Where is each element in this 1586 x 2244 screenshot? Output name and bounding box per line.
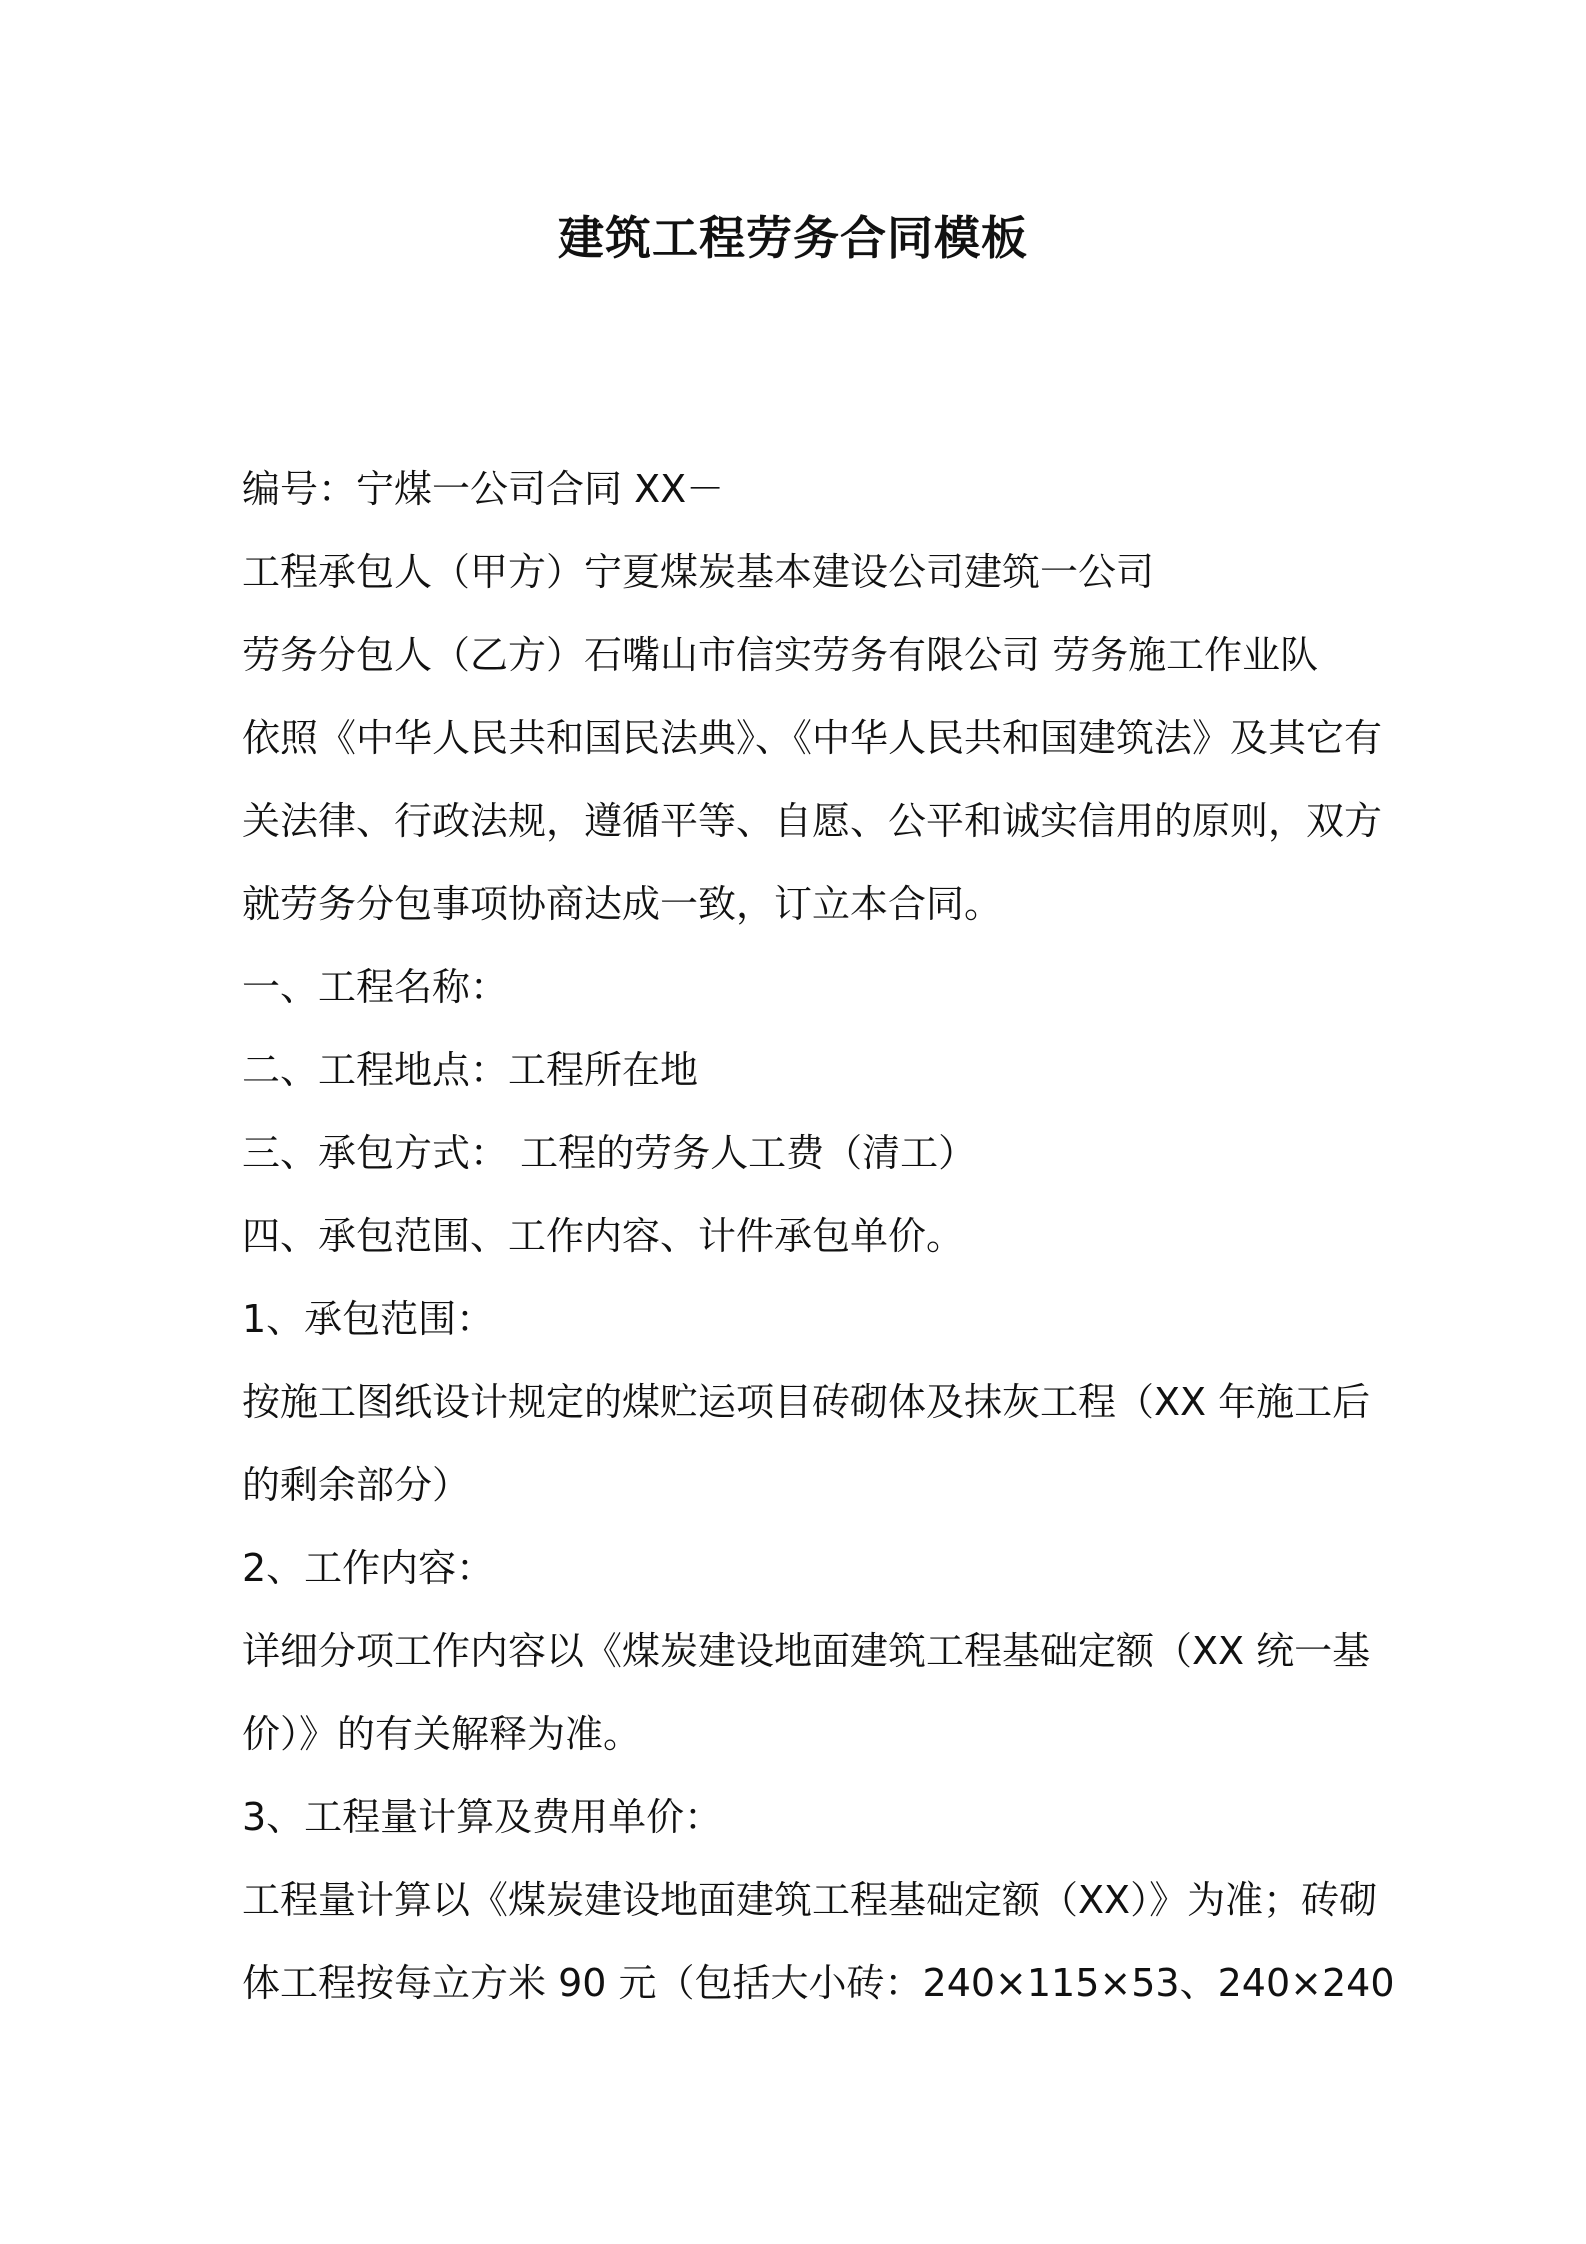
- party-a-line: 工程承包人（甲方）宁夏煤炭基本建设公司建筑一公司: [242, 550, 1155, 594]
- subsection-heading-scope: 1、承包范围：: [242, 1297, 495, 1341]
- document-title: 建筑工程劳务合同模板: [558, 211, 1028, 265]
- body-line: 体工程按每立方米 90 元（包括大小砖：240×115×53、240×240: [242, 1961, 1395, 2005]
- body-line: 价）》的有关解释为准。: [242, 1712, 642, 1756]
- body-line: 关法律、行政法规，遵循平等、自愿、公平和诚实信用的原则，双方: [242, 799, 1383, 843]
- subsection-heading-quantity-pricing: 3、工程量计算及费用单价：: [242, 1795, 723, 1839]
- body-line: 按施工图纸设计规定的煤贮运项目砖砌体及抹灰工程（XX 年施工后: [242, 1380, 1371, 1424]
- party-b-line: 劳务分包人（乙方）石嘴山市信实劳务有限公司 劳务施工作业队: [242, 633, 1319, 677]
- section-heading-scope: 四、承包范围、工作内容、计件承包单价。: [242, 1214, 965, 1258]
- section-heading-project-name: 一、工程名称：: [242, 965, 509, 1009]
- body-line: 依照《中华人民共和国民法典》、《中华人民共和国建筑法》及其它有: [242, 716, 1383, 760]
- subsection-heading-work-content: 2、工作内容：: [242, 1546, 495, 1590]
- section-heading-contract-method: 三、承包方式： 工程的劳务人工费（清工）: [242, 1131, 977, 1175]
- body-line: 的剩余部分）: [242, 1463, 471, 1507]
- body-line: 工程量计算以《煤炭建设地面建筑工程基础定额（XX）》为准；砖砌: [242, 1878, 1378, 1922]
- contract-number-line: 编号：宁煤一公司合同 XX－: [242, 467, 725, 511]
- document-body: [242, 448, 1395, 2025]
- body-line: 详细分项工作内容以《煤炭建设地面建筑工程基础定额（XX 统一基: [242, 1629, 1371, 1673]
- section-heading-project-location: 二、工程地点：工程所在地: [242, 1048, 699, 1092]
- body-line: 就劳务分包事项协商达成一致，订立本合同。: [242, 882, 1003, 926]
